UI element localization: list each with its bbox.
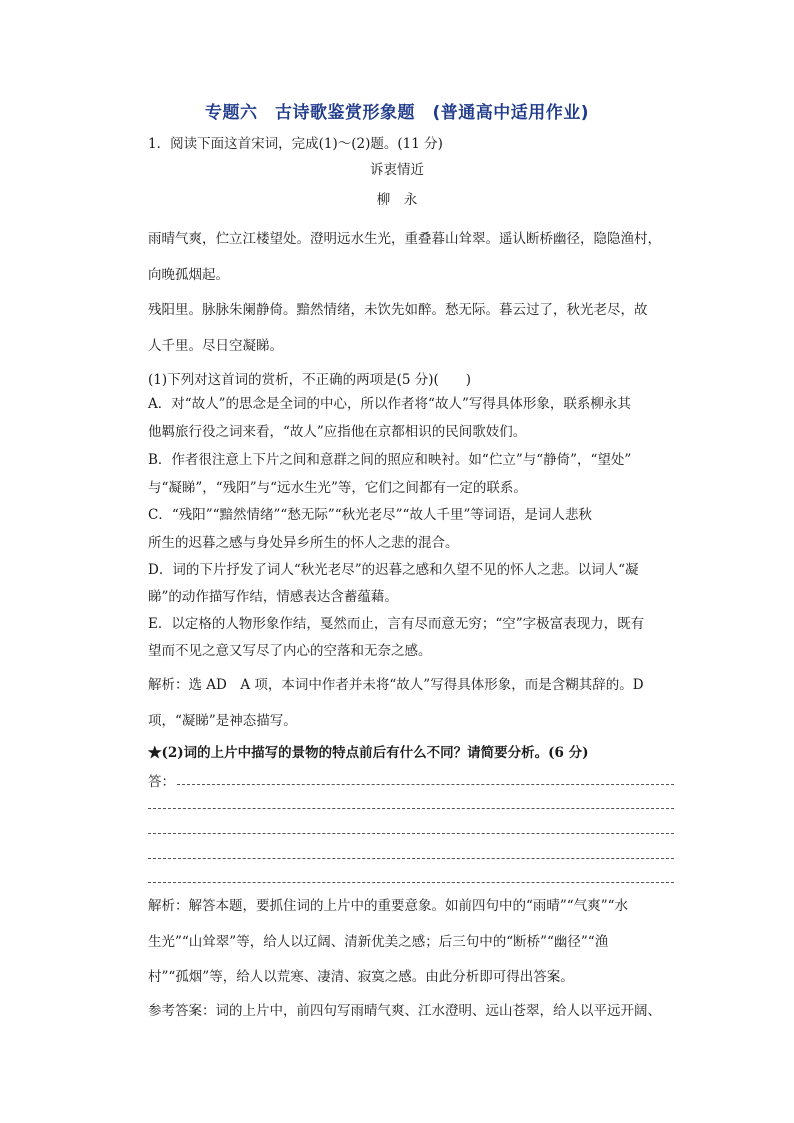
option-line: 与“凝睇”，“残阳”与“远水生光”等，它们之间都有一定的联系。 (148, 480, 527, 496)
reference-answer: 参考答案：词的上片中，前四句写雨晴气爽、江水澄明、远山苍翠，给人以平远开阔、 (148, 1003, 661, 1019)
page-title: 专题六 古诗歌鉴赏形象题 (普通高中适用作业) (204, 103, 590, 123)
poem-line: 雨晴气爽，伫立江楼望处。澄明远水生光，重叠暮山耸翠。遥认断桥幽径，隐隐渔村， (148, 231, 661, 247)
option-line: 望而不见之意又写尽了内心的空落和无奈之感。 (148, 643, 432, 659)
analysis-line: 解析：选 AD A 项，本词中作者并未将“故人”写得具体形象，而是含糊其辞的。D (148, 677, 644, 693)
analysis-line: 村”“孤烟”等，给人以荒寒、凄清、寂寞之感。由此分析即可得出答案。 (148, 969, 574, 985)
question-1-2-stem: ★(2)词的上片中描写的景物的特点前后有什么不同？请简要分析。(6 分) (148, 745, 589, 761)
poem-line: 向晚孤烟起。 (148, 267, 229, 283)
option-line: E．以定格的人物形象作结，戛然而止，言有尽而意无穷；“空”字极富表现力，既有 (148, 616, 645, 632)
answer-label: 答： (148, 774, 175, 790)
option-line: D．词的下片抒发了词人“秋光老尽”的迟暮之感和久望不见的怀人之悲。以词人“凝 (148, 562, 639, 578)
question-1-1-stem: (1)下列对这首词的赏析，不正确的两项是(5 分)( ) (148, 372, 472, 388)
option-line: 他羁旅行役之词来看，“故人”应指他在京都相识的民间歌妓们。 (148, 424, 527, 440)
analysis-line: 项，“凝睇”是神态描写。 (148, 713, 297, 729)
poem-line: 人千里。尽日空凝睇。 (148, 338, 283, 354)
poem-author: 柳 永 (376, 192, 418, 208)
option-line: 所生的迟暮之感与身处异乡所生的怀人之悲的混合。 (148, 535, 459, 551)
option-line: B．作者很注意上下片之间和意群之间的照应和映衬。如“伫立”与“静倚”，“望处” (148, 452, 632, 468)
answer-line[interactable] (148, 833, 674, 834)
option-line: C．“残阳”“黯然情绪”“愁无际”“秋光老尽”“故人千里”等词语，是词人悲秋 (148, 507, 592, 523)
answer-line[interactable] (148, 882, 674, 883)
poem-line: 残阳里。脉脉朱阑静倚。黯然情绪，未饮先如醉。愁无际。暮云过了，秋光老尽，故 (148, 302, 648, 318)
option-line: 睇”的动作描写作结，情感表达含蓄蕴藉。 (148, 589, 398, 605)
poem-title: 诉衷情近 (370, 162, 424, 178)
question-1-intro: 1．阅读下面这首宋词，完成(1)～(2)题。(11 分) (148, 136, 443, 152)
answer-line[interactable] (148, 808, 674, 809)
answer-line[interactable] (177, 784, 674, 785)
analysis-line: 解析：解答本题，要抓住词的上片中的重要意象。如前四句中的“雨晴”“气爽”“水 (148, 898, 629, 914)
option-line: A．对“故人”的思念是全词的中心，所以作者将“故人”写得具体形象，联系柳永其 (148, 396, 631, 412)
answer-line[interactable] (148, 858, 674, 859)
analysis-line: 生光”“山耸翠”等，给人以辽阔、清新优美之感；后三句中的“断桥”“幽径”“渔 (148, 934, 609, 950)
